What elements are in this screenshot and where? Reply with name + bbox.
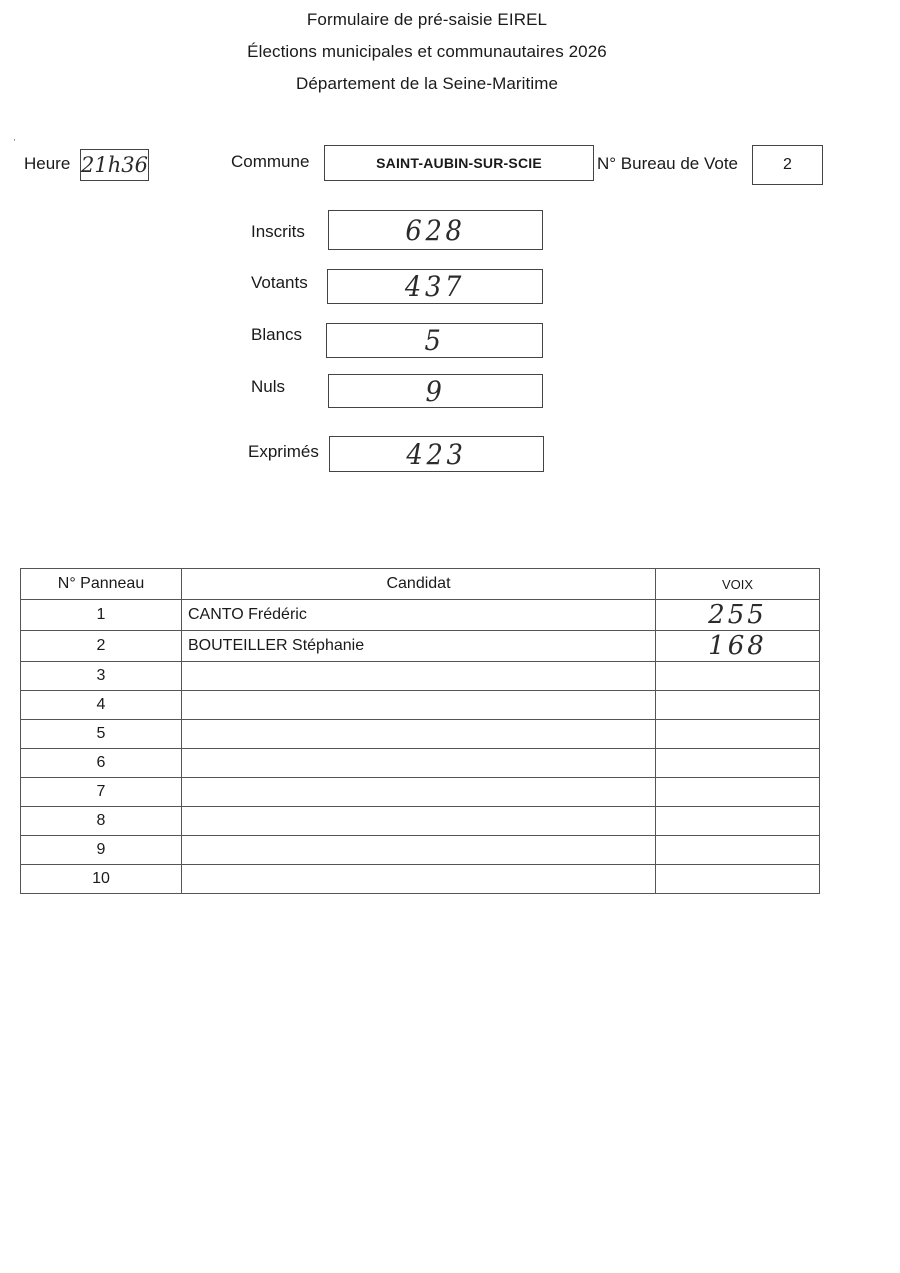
nuls-field[interactable] [328,374,543,408]
candidat-cell[interactable] [182,807,656,836]
panneau-cell: 7 [21,778,182,807]
blancs-label: Blancs [251,325,303,344]
table-row [21,720,820,749]
heure-label: Heure [24,154,71,173]
commune-value: SAINT-AUBIN-SUR-SCIE [376,155,542,171]
table-row [21,807,820,836]
panneau-cell: 1 [21,600,182,631]
form-title: Formulaire de pré-saisie EIREL [306,10,548,29]
scan-mark: ' [14,139,16,146]
panneau-cell: 9 [21,836,182,865]
voix-cell[interactable] [656,662,820,691]
table-row [21,836,820,865]
header-candidat: Candidat [182,569,656,600]
table-header-row [21,569,820,600]
candidat-cell[interactable] [182,662,656,691]
voix-cell[interactable] [656,691,820,720]
exprimes-value: 423 [406,437,467,471]
panneau-cell: 6 [21,749,182,778]
votants-field[interactable] [327,269,543,304]
table-row [21,691,820,720]
table-row [21,749,820,778]
votants-value: 437 [404,270,466,303]
candidat-cell[interactable] [182,720,656,749]
bureau-field[interactable] [752,145,823,185]
bureau-label: N° Bureau de Vote [597,154,739,173]
panneau-cell: 2 [21,631,182,662]
voix-cell[interactable] [656,807,820,836]
election-title: Élections municipales et communautaires 2026 [247,42,607,61]
nuls-label: Nuls [251,377,286,396]
commune-label: Commune [231,152,310,171]
voix-cell[interactable] [656,865,820,894]
inscrits-value: 628 [405,213,466,247]
voix-cell[interactable] [656,836,820,865]
department-title: Département de la Seine-Maritime [295,74,559,93]
candidat-cell[interactable] [182,749,656,778]
candidat-cell[interactable] [182,836,656,865]
blancs-field[interactable] [326,323,543,358]
inscrits-label: Inscrits [251,222,305,241]
exprimes-field[interactable] [329,436,544,472]
results-table [20,568,820,894]
candidat-cell[interactable]: CANTO Frédéric [182,600,656,631]
blancs-value: 5 [424,324,445,357]
panneau-cell: 3 [21,662,182,691]
candidat-cell[interactable]: BOUTEILLER Stéphanie [182,631,656,662]
candidat-cell[interactable] [182,691,656,720]
table-row [21,600,820,631]
votants-label: Votants [251,273,308,292]
panneau-cell: 10 [21,865,182,894]
voix-cell[interactable] [656,778,820,807]
inscrits-field[interactable] [328,210,543,250]
table-row [21,778,820,807]
panneau-cell: 4 [21,691,182,720]
nuls-value: 9 [425,374,446,408]
header-voix: VOIX [656,569,820,600]
commune-field[interactable] [324,145,594,181]
voix-cell[interactable]: 255 [656,600,820,631]
voix-cell[interactable] [656,720,820,749]
voix-cell[interactable]: 168 [656,631,820,662]
bureau-value: 2 [783,156,792,173]
table-row [21,631,820,662]
header-panneau: N° Panneau [21,569,182,600]
panneau-cell: 8 [21,807,182,836]
table-row [21,865,820,894]
exprimes-label: Exprimés [248,442,319,461]
candidat-cell[interactable] [182,865,656,894]
panneau-cell: 5 [21,720,182,749]
heure-value: 21h36 [81,153,148,177]
table-row [21,662,820,691]
candidat-cell[interactable] [182,778,656,807]
voix-cell[interactable] [656,749,820,778]
heure-field[interactable] [80,149,149,181]
